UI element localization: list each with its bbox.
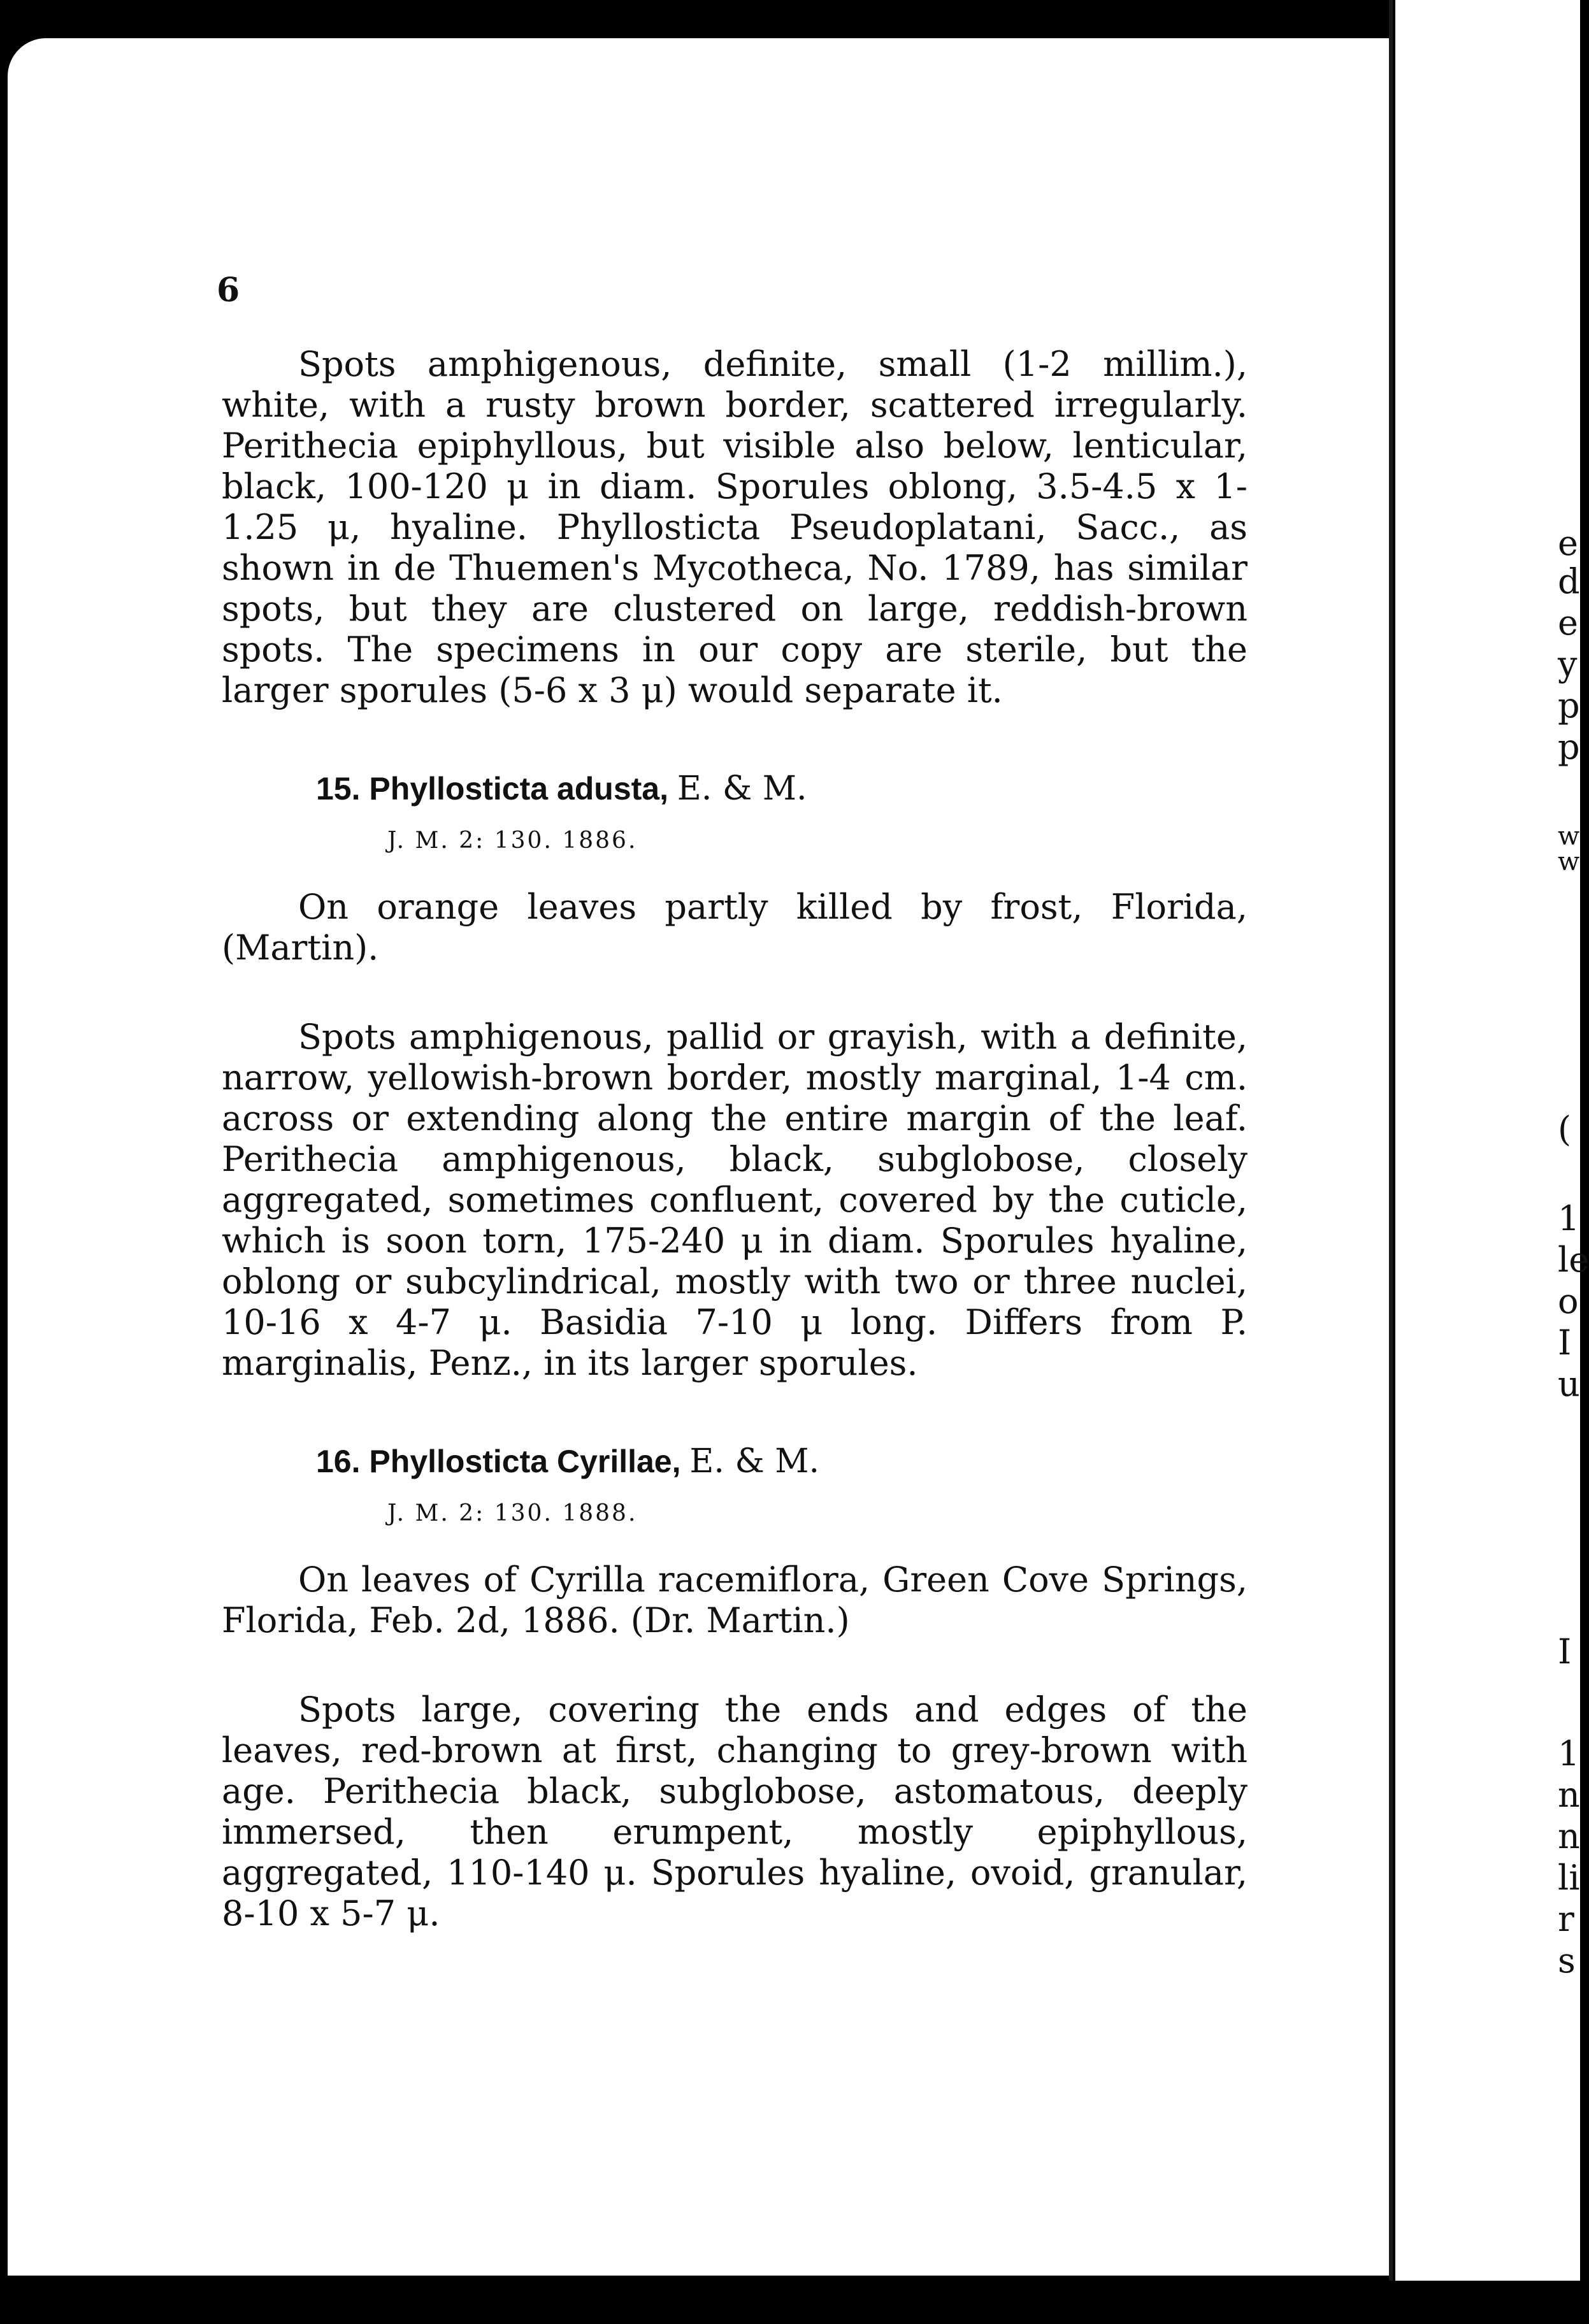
entry-locality: On orange leaves partly killed by frost, Florida, (Martin). bbox=[222, 887, 1247, 968]
edge-text-fragment: r bbox=[1558, 1899, 1574, 1939]
edge-text-fragment: I bbox=[1558, 1632, 1572, 1672]
edge-text-fragment: n bbox=[1558, 1775, 1580, 1815]
edge-text-fragment: p bbox=[1558, 685, 1580, 726]
edge-text-fragment: o bbox=[1558, 1281, 1579, 1321]
entry-reference: J. M. 2: 130. 1886. bbox=[387, 828, 638, 854]
edge-text-fragment: e bbox=[1558, 523, 1578, 563]
entry-reference: J. M. 2: 130. 1888. bbox=[387, 1500, 638, 1526]
edge-text-fragment: e bbox=[1558, 603, 1578, 643]
page-number: 6 bbox=[217, 271, 240, 310]
entry-description: Spots large, covering the ends and edges of the leaves, red-brown at first, changing to grey-brown with age. Perithecia black, subglobose, astomatous, deeply immersed, then erumpent, mostly epiphyllous, aggregated, 110-140 μ. Sporules hyaline, ovoid, granular, 8-10 x 5-7 μ. bbox=[222, 1689, 1247, 1933]
edge-text-fragment: u bbox=[1558, 1364, 1580, 1404]
entry-description: Spots amphigenous, pallid or grayish, with a definite, narrow, yellowish-brown border, mostly marginal, 1-4 cm. across or extending along the entire margin of the leaf. Perithecia amphigenous, black, subglobose, closely aggregated, sometimes confluent, covered by the cuticle, which is soon torn, 175-240 μ in diam. Sporules hyaline, oblong or subcylindrical, mostly with two or three nuclei, 10-16 x 4-7 μ. Basidia 7-10 μ long. Differs from P. marginalis, Penz., in its larger sporules. bbox=[222, 1017, 1247, 1383]
edge-text-fragment: w bbox=[1558, 822, 1580, 851]
species-name: Phyllosticta adusta, bbox=[369, 771, 669, 807]
entry-locality: On leaves of Cyrilla racemiflora, Green Cove Springs, Florida, Feb. 2d, 1886. (Dr. Martin.) bbox=[222, 1560, 1247, 1640]
species-authority: E. & M. bbox=[689, 1442, 820, 1481]
intro-paragraph: Spots amphigenous, definite, small (1-2 millim.), white, with a rusty brown border, scattered irregularly. Perithecia epiphyllous, but visible also below, lenticular, black, 100-120 μ in diam. Sporules oblong, 3.5-4.5 x 1-1.25 μ, hyaline. Phyllosticta Pseudoplatani, Sacc., as shown in de Thuemen's Mycotheca, No. 1789, has similar spots, but they are clustered on large, reddish-brown spots. The specimens in our copy are sterile, but the larger sporules (5-6 x 3 μ) would separate it. bbox=[222, 344, 1247, 710]
edge-text-fragment: 1 bbox=[1558, 1733, 1580, 1774]
edge-text-fragment: w bbox=[1558, 847, 1580, 877]
entry-16 bbox=[222, 1441, 1247, 1934]
species-name: Phyllosticta Cyrillae, bbox=[369, 1444, 681, 1479]
edge-text-fragment: 1 bbox=[1558, 1198, 1580, 1238]
edge-text-fragment: ( bbox=[1558, 1109, 1572, 1149]
entry-15 bbox=[222, 768, 1247, 1384]
edge-text-fragment: I bbox=[1558, 1323, 1572, 1363]
entry-number: 16. bbox=[316, 1444, 361, 1479]
edge-text-fragment: y bbox=[1558, 644, 1578, 684]
edge-text-fragment: n bbox=[1558, 1816, 1580, 1856]
page-content bbox=[222, 268, 1247, 1934]
edge-text-fragment: li bbox=[1558, 1858, 1580, 1898]
species-authority: E. & M. bbox=[677, 770, 807, 808]
page-gutter bbox=[1389, 0, 1393, 2281]
edge-text-fragment: d bbox=[1558, 561, 1580, 601]
entry-number: 15. bbox=[316, 771, 361, 807]
edge-text-fragment: le bbox=[1558, 1240, 1589, 1280]
adjacent-page bbox=[1395, 0, 1580, 2281]
entry-heading bbox=[316, 1441, 1247, 1482]
edge-text-fragment: s bbox=[1558, 1940, 1576, 1981]
edge-text-fragment: p bbox=[1558, 727, 1580, 767]
entry-heading bbox=[316, 768, 1247, 809]
